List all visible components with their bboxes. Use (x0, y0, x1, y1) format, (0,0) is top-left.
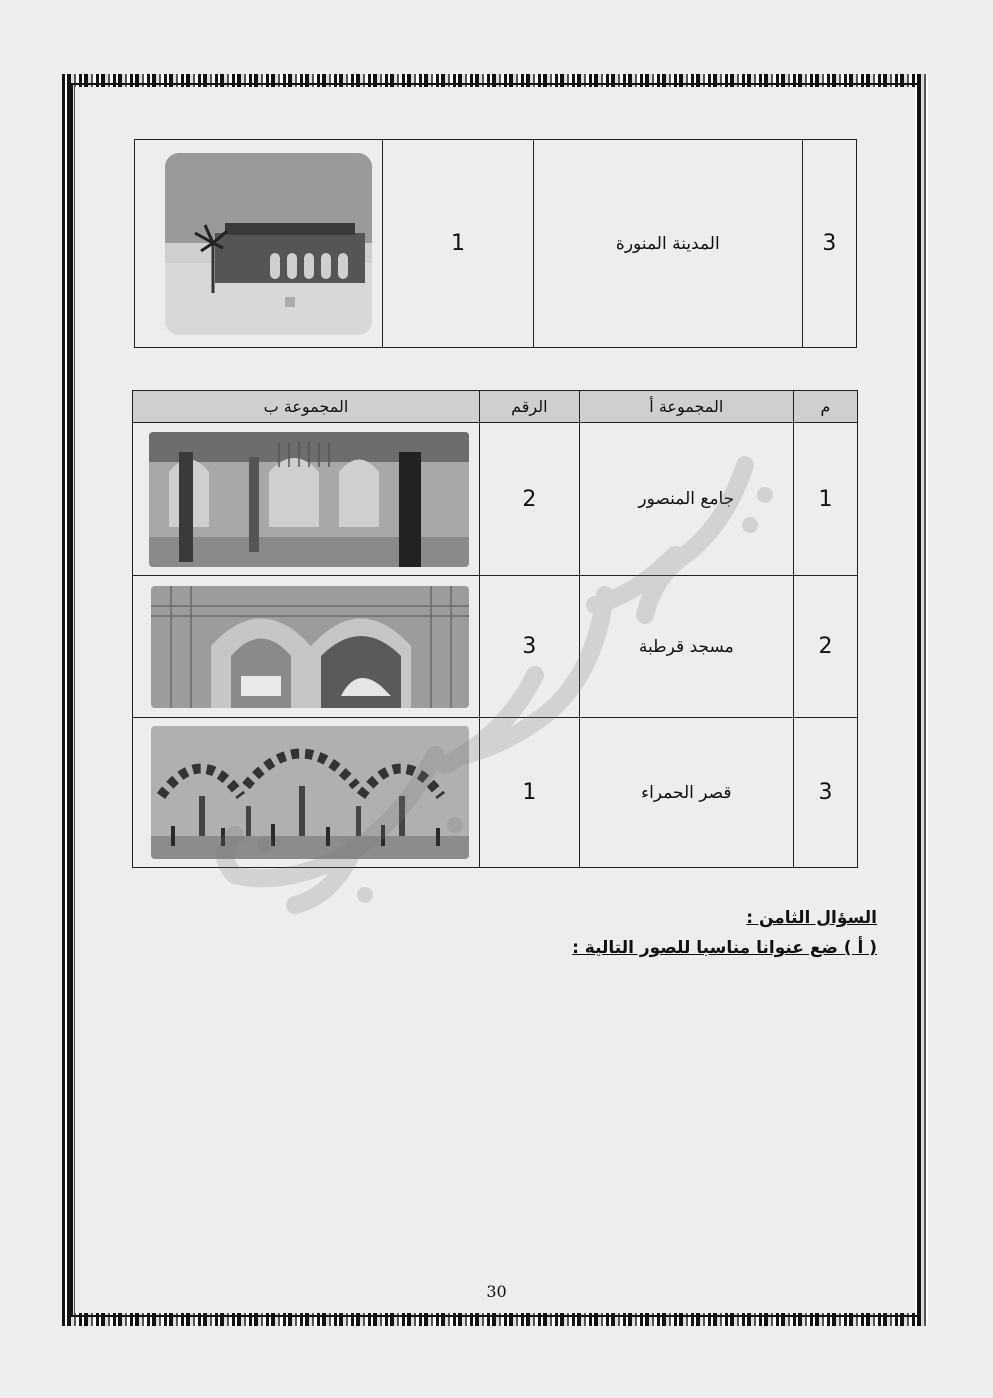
header-group-b: المجموعة ب (133, 391, 480, 423)
image-cell (133, 718, 480, 868)
matching-table (132, 390, 858, 868)
row-index: 1 (793, 423, 857, 576)
table-row (133, 718, 858, 868)
page-number: 30 (486, 1282, 507, 1301)
question-title: السؤال الثامن : (746, 908, 877, 928)
row-index: 3 (793, 718, 857, 868)
arched-window-photo (151, 586, 469, 708)
row-index: 2 (793, 576, 857, 718)
image-cell (135, 140, 383, 348)
group-a-cell: مسجد قرطبة (579, 576, 793, 718)
header-group-a: المجموعة أ (579, 391, 793, 423)
header-index: م (793, 391, 857, 423)
number-cell: 3 (479, 576, 579, 718)
table-row (133, 576, 858, 718)
group-a-cell: المدينة المنورة (533, 140, 802, 348)
number-cell: 1 (479, 718, 579, 868)
group-a-cell: جامع المنصور (579, 423, 793, 576)
image-cell (133, 576, 480, 718)
question-part-a: ( أ ) ضع عنوانا مناسبا للصور التالية : (572, 938, 877, 958)
table-header-row (133, 391, 858, 423)
mosque-exterior-photo (165, 153, 372, 335)
carved-arches-hall-photo (149, 432, 469, 567)
table-row (135, 140, 857, 348)
number-cell: 1 (383, 140, 534, 348)
question-eight (572, 903, 877, 963)
striped-arches-photo (151, 726, 469, 859)
row-index: 3 (802, 140, 856, 348)
top-table (134, 139, 857, 348)
group-a-cell: قصر الحمراء (579, 718, 793, 868)
header-number: الرقم (479, 391, 579, 423)
image-cell (133, 423, 480, 576)
number-cell: 2 (479, 423, 579, 576)
table-row (133, 423, 858, 576)
